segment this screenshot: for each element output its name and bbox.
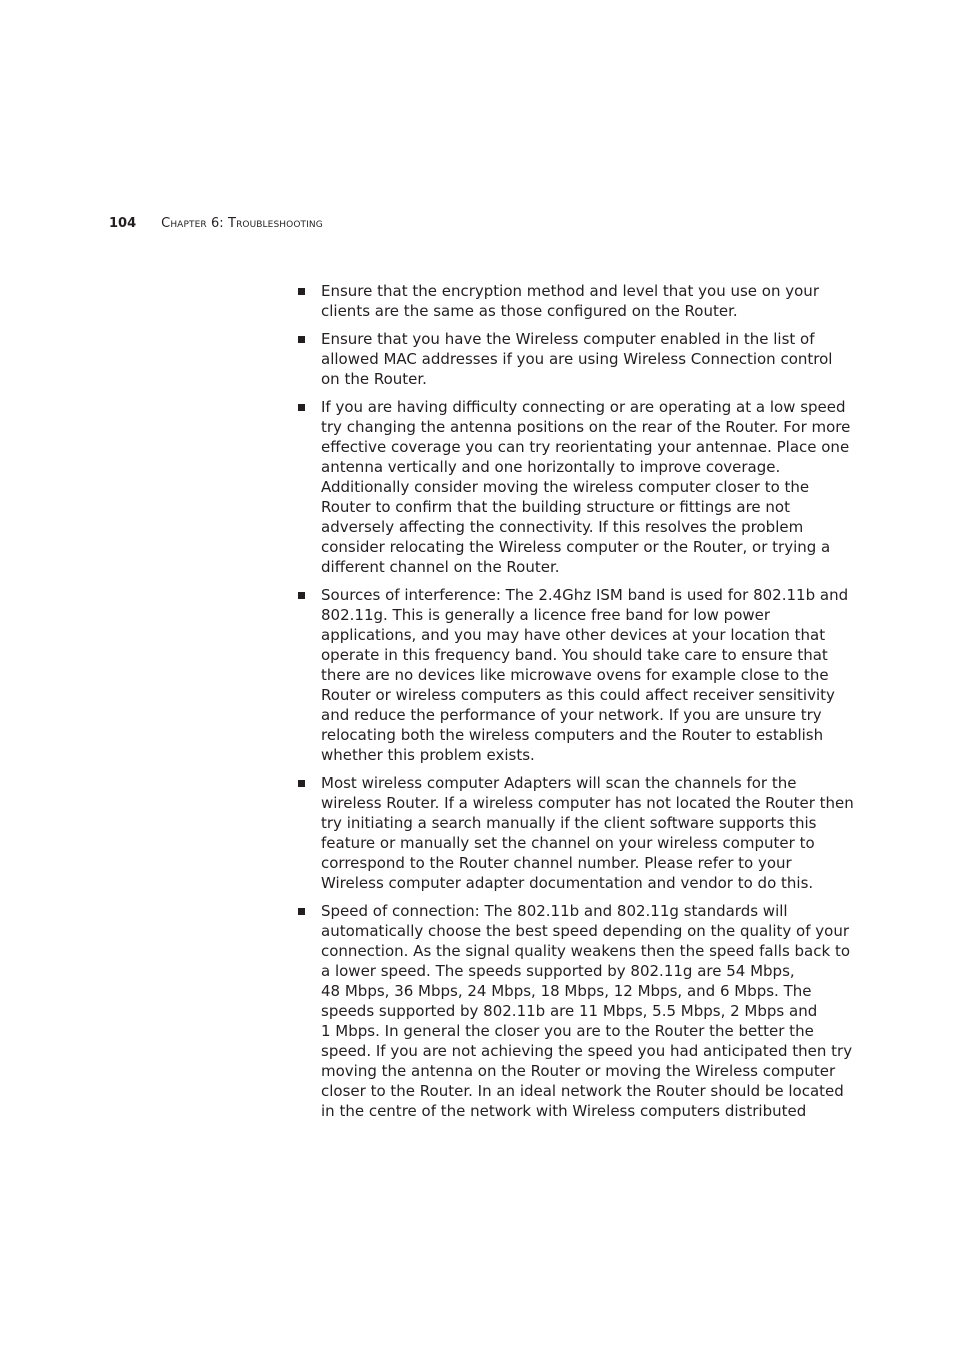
running-header bbox=[109, 216, 323, 236]
chapter-title: Chapter 6: Troubleshooting bbox=[161, 216, 323, 231]
bullet-text-line: wireless Router. If a wireless computer has not located the Router then bbox=[321, 794, 854, 812]
bullet-square-icon bbox=[298, 780, 305, 787]
bullet-text-line: Wireless computer adapter documentation and vendor to do this. bbox=[321, 874, 814, 892]
bullet-text-line: try changing the antenna positions on the rear of the Router. For more bbox=[321, 418, 851, 436]
bullet-text-line: adversely affecting the connectivity. If this resolves the problem bbox=[321, 518, 804, 536]
bullet-text-line: Router to confirm that the building structure or fittings are not bbox=[321, 498, 790, 516]
bullet-text-line: a lower speed. The speeds supported by 802.11g are 54 Mbps, bbox=[321, 962, 795, 980]
bullet-text-line: different channel on the Router. bbox=[321, 558, 560, 576]
bullet-text-line: 48 Mbps, 36 Mbps, 24 Mbps, 18 Mbps, 12 Mbps, and 6 Mbps. The bbox=[321, 982, 812, 1000]
bullet-text-line: Router or wireless computers as this could affect receiver sensitivity bbox=[321, 686, 835, 704]
bullet-text-line: operate in this frequency band. You should take care to ensure that bbox=[321, 646, 828, 664]
troubleshooting-list bbox=[298, 281, 854, 1121]
bullet-text-line: automatically choose the best speed depending on the quality of your bbox=[321, 922, 849, 940]
bullet-square-icon bbox=[298, 404, 305, 411]
bullet-square-icon bbox=[298, 336, 305, 343]
bullet-text-line: allowed MAC addresses if you are using Wireless Connection control bbox=[321, 350, 833, 368]
list-item bbox=[298, 773, 854, 893]
bullet-text-line: moving the antenna on the Router or moving the Wireless computer bbox=[321, 1062, 836, 1080]
bullet-text-line: speeds supported by 802.11b are 11 Mbps, 5.5 Mbps, 2 Mbps and bbox=[321, 1002, 818, 1020]
bullet-text-line: 1 Mbps. In general the closer you are to the Router the better the bbox=[321, 1022, 814, 1040]
page-number: 104 bbox=[109, 216, 137, 231]
list-item bbox=[298, 281, 828, 321]
list-item bbox=[298, 901, 853, 1121]
list-item bbox=[298, 585, 849, 765]
bullet-text-line: speed. If you are not achieving the speed you had anticipated then try bbox=[321, 1042, 853, 1060]
bullet-text-line: Most wireless computer Adapters will scan the channels for the bbox=[321, 774, 797, 792]
bullet-text-line: applications, and you may have other devices at your location that bbox=[321, 626, 826, 644]
bullet-text-line: 802.11g. This is generally a licence free band for low power bbox=[321, 606, 771, 624]
bullet-text-line: Ensure that the encryption method and level that you use on your bbox=[321, 282, 819, 300]
bullet-square-icon bbox=[298, 592, 305, 599]
bullet-text-line: and reduce the performance of your network. If you are unsure try bbox=[321, 706, 822, 724]
bullet-text-line: If you are having difficulty connecting or are operating at a low speed bbox=[321, 398, 846, 416]
bullet-text-line: connection. As the signal quality weakens then the speed falls back to bbox=[321, 942, 851, 960]
bullet-text-line: try initiating a search manually if the client software supports this bbox=[321, 814, 817, 832]
bullet-text-line: feature or manually set the channel on your wireless computer to bbox=[321, 834, 815, 852]
bullet-text-line: Additionally consider moving the wireless computer closer to the bbox=[321, 478, 810, 496]
page-body bbox=[298, 281, 854, 1129]
list-item bbox=[298, 329, 833, 389]
bullet-text-line: whether this problem exists. bbox=[321, 746, 535, 764]
bullet-square-icon bbox=[298, 288, 305, 295]
bullet-text-line: closer to the Router. In an ideal network the Router should be located bbox=[321, 1082, 844, 1100]
bullet-text-line: on the Router. bbox=[321, 370, 427, 388]
bullet-text-line: there are no devices like microwave ovens for example close to the bbox=[321, 666, 829, 684]
bullet-text-line: Sources of interference: The 2.4Ghz ISM band is used for 802.11b and bbox=[321, 586, 849, 604]
bullet-text-line: antenna vertically and one horizontally to improve coverage. bbox=[321, 458, 781, 476]
bullet-square-icon bbox=[298, 908, 305, 915]
bullet-text-line: Speed of connection: The 802.11b and 802.11g standards will bbox=[321, 902, 788, 920]
bullet-text-line: effective coverage you can try reorientating your antennae. Place one bbox=[321, 438, 850, 456]
bullet-text-line: Ensure that you have the Wireless computer enabled in the list of bbox=[321, 330, 815, 348]
bullet-text-line: consider relocating the Wireless computer or the Router, or trying a bbox=[321, 538, 831, 556]
bullet-text-line: in the centre of the network with Wireless computers distributed bbox=[321, 1102, 807, 1120]
bullet-text-line: clients are the same as those configured on the Router. bbox=[321, 302, 738, 320]
list-item bbox=[298, 397, 851, 577]
bullet-text-line: correspond to the Router channel number. Please refer to your bbox=[321, 854, 792, 872]
bullet-text-line: relocating both the wireless computers and the Router to establish bbox=[321, 726, 824, 744]
